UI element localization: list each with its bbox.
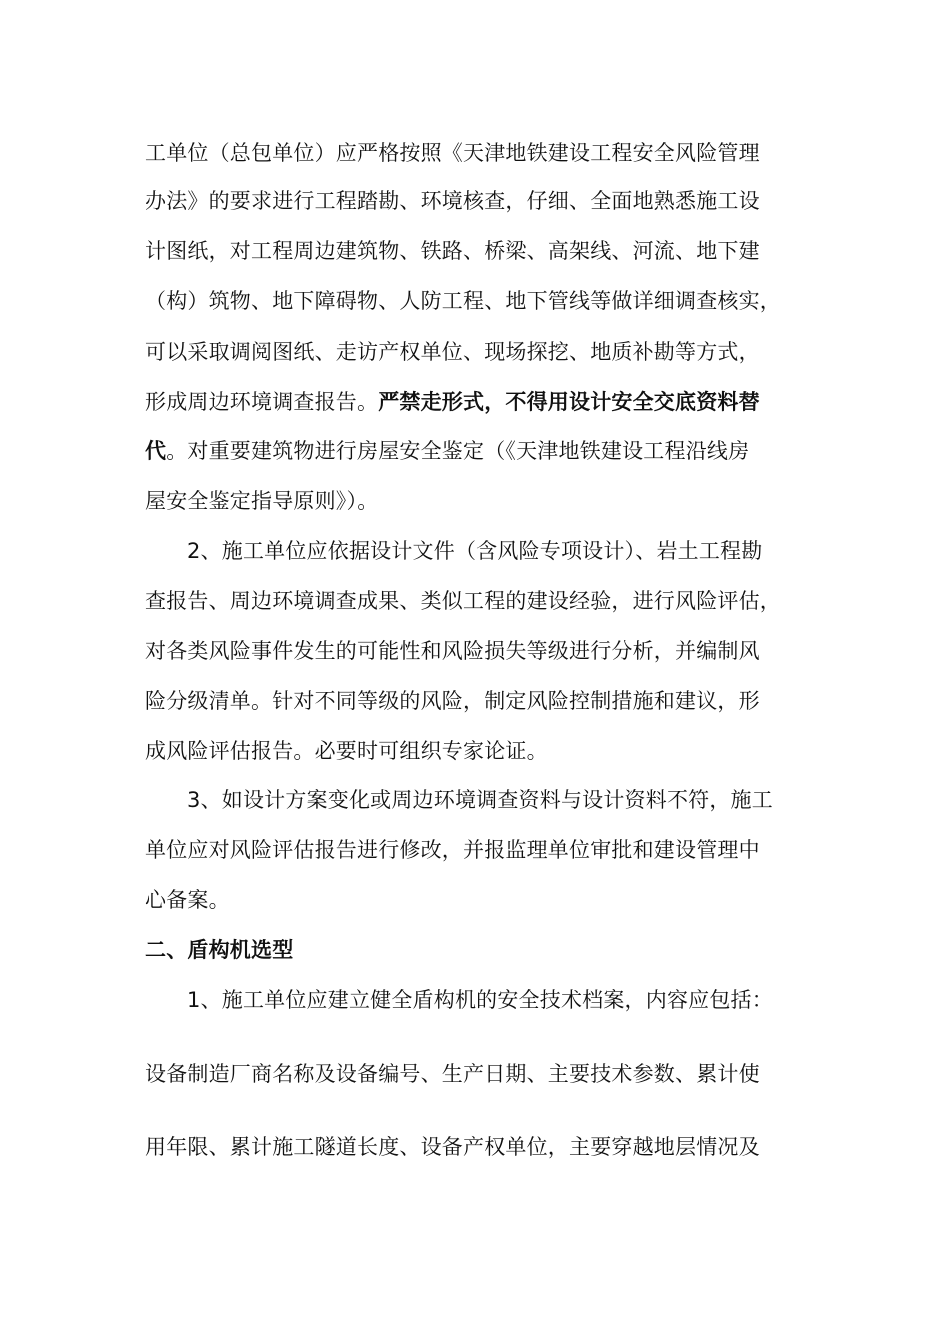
paragraph-line: 3、如设计方案变化或周边环境调查资料与设计资料不符，施工 bbox=[187, 788, 773, 812]
paragraph-text: 形成周边环境调查报告。 bbox=[145, 390, 379, 414]
paragraph-text: 。对重要建筑物进行房屋安全鉴定（《天津地铁建设工程沿线房 bbox=[166, 439, 750, 463]
paragraph-line bbox=[145, 388, 760, 416]
paragraph-line: 成风险评估报告。必要时可组织专家论证。 bbox=[145, 739, 548, 763]
paragraph-line: 对各类风险事件发生的可能性和风险损失等级进行分析，并编制风 bbox=[145, 639, 760, 663]
paragraph-line: 用年限、累计施工隧道长度、设备产权单位，主要穿越地层情况及 bbox=[145, 1135, 760, 1159]
paragraph-line: 办法》的要求进行工程踏勘、环境核查，仔细、全面地熟悉施工设 bbox=[145, 189, 760, 213]
paragraph-line: 查报告、周边环境调查成果、类似工程的建设经验，进行风险评估， bbox=[145, 589, 781, 613]
paragraph-line: 计图纸，对工程周边建筑物、铁路、桥梁、高架线、河流、地下建 bbox=[145, 239, 760, 263]
paragraph-line: 1、施工单位应建立健全盾构机的安全技术档案，内容应包括： bbox=[187, 988, 773, 1012]
paragraph-line: 心备案。 bbox=[145, 888, 230, 912]
paragraph-line: 可以采取调阅图纸、走访产权单位、现场探挖、地质补勘等方式， bbox=[145, 340, 760, 364]
paragraph-line: 单位应对风险评估报告进行修改，并报监理单位审批和建设管理中 bbox=[145, 838, 760, 862]
paragraph-line: 屋安全鉴定指导原则》）。 bbox=[145, 489, 379, 513]
emphasis-text: 代 bbox=[145, 439, 167, 463]
paragraph-line: 险分级清单。针对不同等级的风险，制定风险控制措施和建议，形 bbox=[145, 689, 760, 713]
paragraph-line: （构）筑物、地下障碍物、人防工程、地下管线等做详细调查核实， bbox=[145, 289, 781, 313]
paragraph-line: 2、施工单位应依据设计文件（含风险专项设计）、岩土工程勘 bbox=[187, 539, 763, 563]
emphasis-text: 严禁走形式，不得用设计安全交底资料替 bbox=[378, 390, 760, 414]
paragraph-line: 设备制造厂商名称及设备编号、生产日期、主要技术参数、累计使 bbox=[145, 1062, 760, 1086]
paragraph-line bbox=[145, 437, 749, 465]
paragraph-line: 工单位（总包单位）应严格按照《天津地铁建设工程安全风险管理 bbox=[145, 141, 760, 165]
section-heading: 二、盾构机选型 bbox=[145, 938, 294, 962]
